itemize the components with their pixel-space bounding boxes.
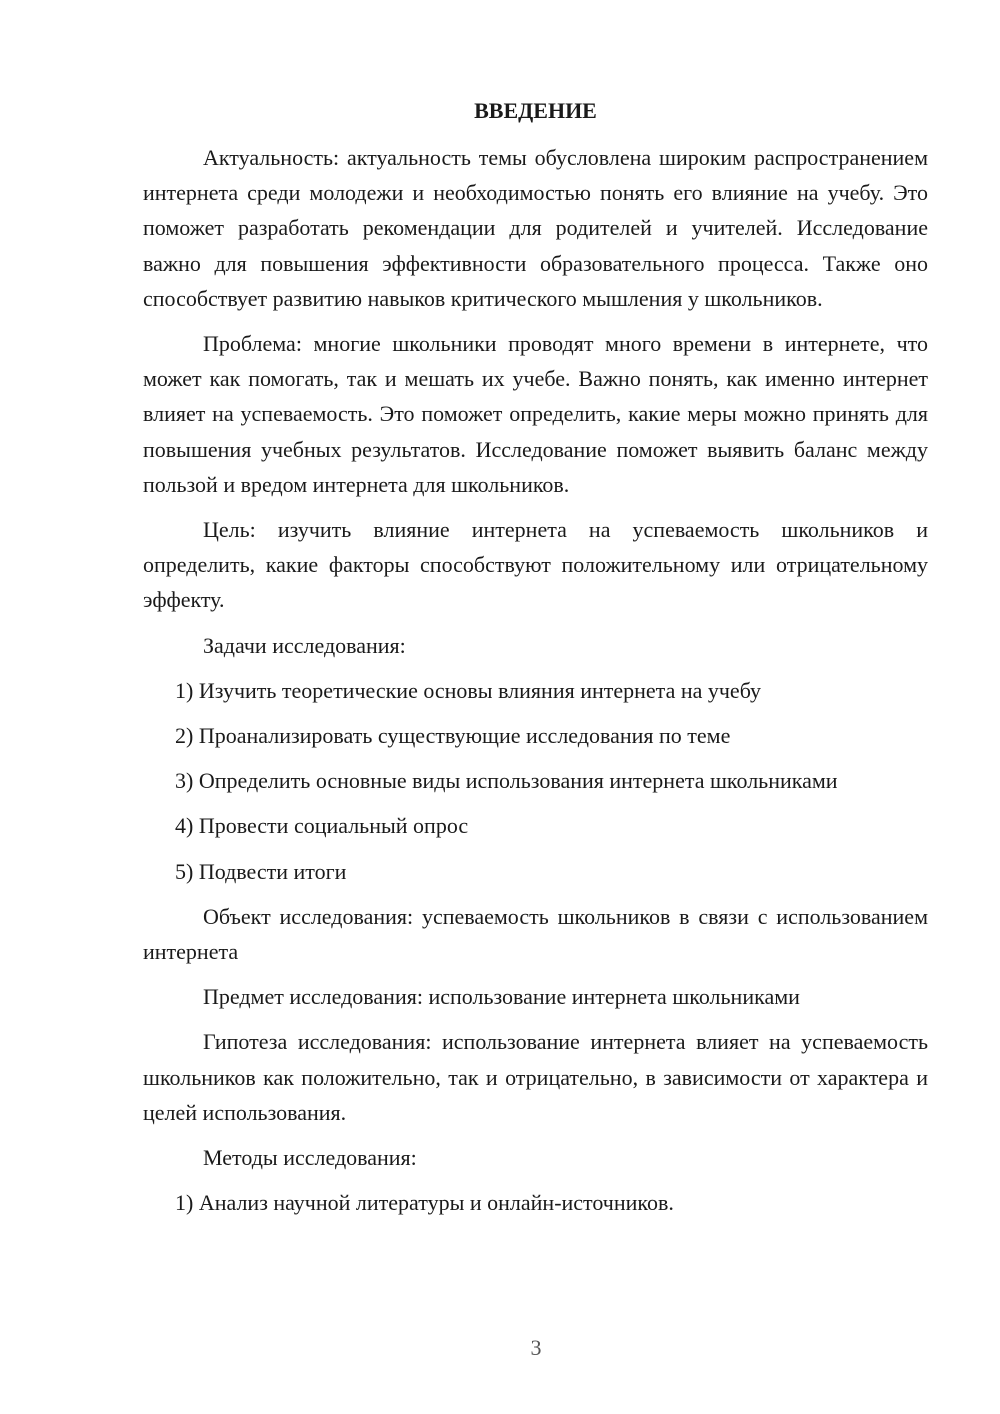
list-item: 1) Анализ научной литературы и онлайн-источников.	[175, 1190, 674, 1216]
list-item: 5) Подвести итоги	[175, 858, 347, 884]
list-item: 4) Провести социальный опрос	[175, 813, 469, 839]
tasks-list	[143, 673, 928, 889]
list-item: 1) Изучить теоретические основы влияния интернета на учебу	[175, 677, 762, 703]
methods-heading: Методы исследования:	[203, 1145, 417, 1171]
paragraph-subject: Предмет исследования: использование интернета школьниками	[203, 984, 800, 1010]
tasks-heading: Задачи исследования:	[203, 632, 406, 658]
paragraph-relevance: Актуальность: актуальность темы обусловлена широким распространением интернета среди молодежи и необходимостью понять его влияние на учебу. Это поможет разработать рекомендации для родителей и учителей. Исследование важно для повышения эффективности образовательного процесса. Также оно способствует развитию навыков критического мышления у школьников.	[143, 145, 928, 311]
paragraph-hypothesis: Гипотеза исследования: использование интернета влияет на успеваемость школьников как положительно, так и отрицательно, в зависимости от характера и целей использования.	[143, 1029, 928, 1125]
list-item: 2) Проанализировать существующие исследования по теме	[175, 723, 731, 749]
page-number: 3	[530, 1335, 542, 1360]
page-title: ВВЕДЕНИЕ	[474, 98, 597, 123]
paragraph-problem: Проблема: многие школьники проводят много времени в интернете, что может как помогать, так и мешать их учебе. Важно понять, как именно интернет влияет на успеваемость. Это поможет определить, какие меры можно принять для повышения учебных результатов. Исследование поможет выявить баланс между пользой и вредом интернета для школьников.	[143, 331, 928, 497]
paragraph-object: Объект исследования: успеваемость школьников в связи с использованием интернета	[143, 903, 928, 965]
list-item: 3) Определить основные виды использования интернета школьниками	[175, 768, 838, 794]
paragraph-goal: Цель: изучить влияние интернета на успеваемость школьников и определить, какие факторы способствуют положительному или отрицательному эффекту.	[143, 517, 928, 613]
document-page	[143, 96, 928, 1220]
methods-list	[143, 1185, 928, 1220]
